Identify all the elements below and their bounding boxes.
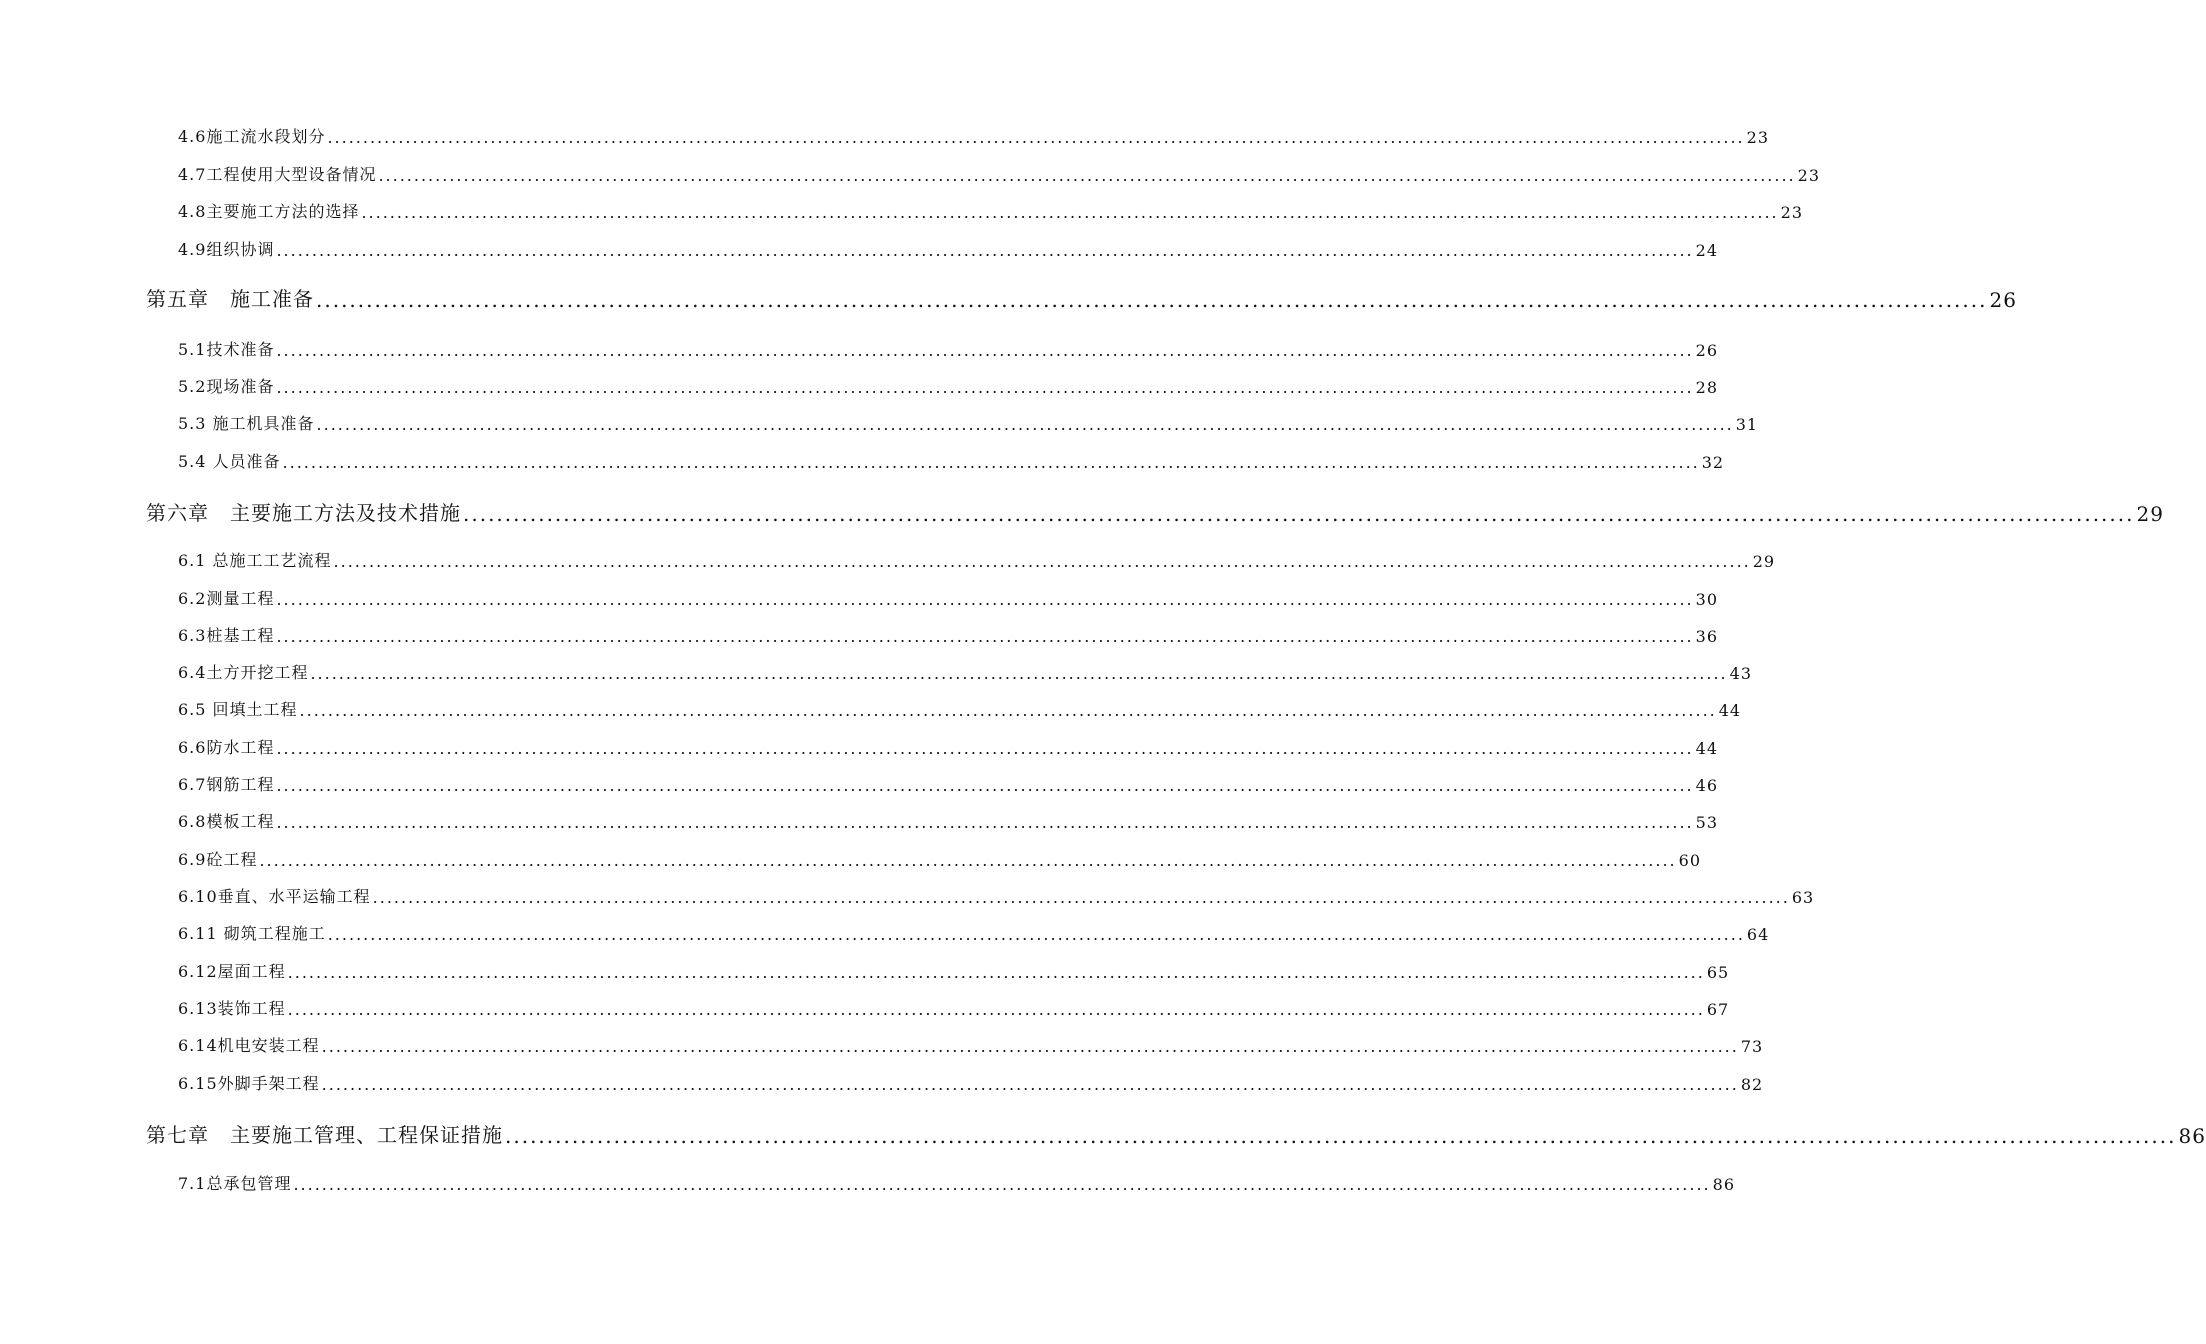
toc-dot-leader: ........................................................................................................................................................................................................ [299, 701, 1717, 720]
toc-page-number: 26 [1695, 341, 1718, 360]
toc-entry-row[interactable] [178, 920, 1770, 944]
toc-dot-leader: ........................................................................................................................................................................................................ [327, 128, 1745, 147]
toc-dot-leader: ........................................................................................................................................................................................................ [505, 1124, 2177, 1148]
toc-dot-leader: ........................................................................................................................................................................................................ [276, 739, 1694, 758]
toc-dot-leader: ........................................................................................................................................................................................................ [316, 288, 1988, 312]
toc-entry-title: 5.4 人员准备 [178, 452, 281, 471]
toc-entry-row[interactable] [178, 1170, 1735, 1194]
toc-dot-leader: ........................................................................................................................................................................................................ [316, 415, 1734, 434]
toc-entry-title: 第六章 主要施工方法及技术措施 [146, 501, 461, 525]
toc-entry-title: 6.12屋面工程 [178, 962, 286, 981]
toc-entry-title: 6.9砼工程 [178, 850, 258, 869]
toc-dot-leader: ........................................................................................................................................................................................................ [293, 1175, 1711, 1194]
toc-entry-row[interactable] [178, 336, 1718, 360]
toc-entry-row[interactable] [178, 410, 1759, 434]
toc-entry-title: 6.6防水工程 [178, 738, 275, 757]
toc-entry-row[interactable] [178, 123, 1769, 147]
toc-entry-title: 第七章 主要施工管理、工程保证措施 [146, 1123, 503, 1147]
toc-page-number: 31 [1735, 415, 1759, 434]
toc-dot-leader: ........................................................................................................................................................................................................ [276, 341, 1694, 360]
toc-entry-title: 6.4土方开挖工程 [178, 663, 309, 682]
toc-page-number: 44 [1718, 701, 1742, 720]
toc-dot-leader: ........................................................................................................................................................................................................ [287, 1000, 1705, 1019]
toc-entry-title: 4.6施工流水段划分 [178, 127, 326, 146]
toc-dot-leader: ........................................................................................................................................................................................................ [276, 813, 1694, 832]
toc-dot-leader: ........................................................................................................................................................................................................ [372, 888, 1790, 907]
toc-dot-leader: ........................................................................................................................................................................................................ [327, 925, 1745, 944]
toc-entry-title: 5.1技术准备 [178, 340, 275, 359]
toc-page-number: 26 [1989, 288, 2017, 312]
toc-dot-leader: ........................................................................................................................................................................................................ [287, 963, 1705, 982]
toc-dot-leader: ........................................................................................................................................................................................................ [463, 502, 2135, 526]
toc-page-number: 23 [1797, 166, 1820, 185]
toc-entry-row[interactable] [178, 373, 1718, 397]
toc-entry-title: 6.5 回填土工程 [178, 700, 298, 719]
toc-dot-leader: ........................................................................................................................................................................................................ [333, 552, 1751, 571]
toc-entry-row[interactable] [178, 846, 1701, 870]
toc-entry-row[interactable] [178, 734, 1718, 758]
toc-entry-title: 4.8主要施工方法的选择 [178, 202, 360, 221]
toc-entry-title: 6.14机电安装工程 [178, 1036, 320, 1055]
toc-entry-title: 6.10垂直、水平运输工程 [178, 887, 371, 906]
toc-page-number: 29 [1752, 552, 1776, 571]
toc-page-number: 46 [1695, 776, 1718, 795]
toc-entry-row[interactable] [178, 995, 1730, 1019]
toc-page-number: 23 [1780, 203, 1803, 222]
toc-entry-title: 4.7工程使用大型设备情况 [178, 165, 377, 184]
toc-page-number: 43 [1729, 664, 1752, 683]
toc-entry-title: 6.15外脚手架工程 [178, 1074, 320, 1093]
toc-page-number: 44 [1695, 739, 1718, 758]
toc-entry-row[interactable] [178, 448, 1725, 472]
toc-entry-row[interactable] [178, 1032, 1764, 1056]
toc-entry-row[interactable] [178, 198, 1803, 222]
toc-dot-leader: ........................................................................................................................................................................................................ [276, 776, 1694, 795]
toc-entry-title: 6.11 砌筑工程施工 [178, 924, 326, 943]
toc-entry-row[interactable] [178, 958, 1730, 982]
toc-entry-row[interactable] [178, 547, 1776, 571]
toc-entry-row[interactable] [178, 883, 1815, 907]
toc-chapter-row[interactable] [146, 1118, 2206, 1148]
toc-page-number: 64 [1746, 925, 1770, 944]
toc-page-number: 23 [1746, 128, 1769, 147]
toc-entry-title: 6.13装饰工程 [178, 999, 286, 1018]
toc-entry-title: 6.8模板工程 [178, 812, 275, 831]
toc-chapter-row[interactable] [146, 496, 2164, 526]
toc-chapter-row[interactable] [146, 282, 2017, 312]
toc-page-number: 73 [1740, 1037, 1764, 1056]
toc-page-number: 24 [1695, 241, 1718, 260]
toc-entry-row[interactable] [178, 808, 1718, 832]
toc-dot-leader: ........................................................................................................................................................................................................ [282, 453, 1700, 472]
toc-dot-leader: ........................................................................................................................................................................................................ [321, 1037, 1739, 1056]
toc-dot-leader: ........................................................................................................................................................................................................ [276, 590, 1694, 609]
toc-dot-leader: ........................................................................................................................................................................................................ [259, 851, 1677, 870]
toc-page-number: 36 [1695, 627, 1718, 646]
toc-entry-title: 5.3 施工机具准备 [178, 414, 315, 433]
toc-entry-title: 6.1 总施工工艺流程 [178, 551, 332, 570]
toc-dot-leader: ........................................................................................................................................................................................................ [321, 1075, 1739, 1094]
toc-page-number: 60 [1678, 851, 1701, 870]
toc-entry-row[interactable] [178, 236, 1718, 260]
toc-page-number: 67 [1706, 1000, 1730, 1019]
toc-entry-title: 第五章 施工准备 [146, 287, 314, 311]
toc-entry-title: 4.9组织协调 [178, 240, 275, 259]
toc-page-number: 86 [1712, 1175, 1735, 1194]
toc-page-number: 30 [1695, 590, 1718, 609]
toc-page-number: 28 [1695, 378, 1718, 397]
toc-dot-leader: ........................................................................................................................................................................................................ [361, 203, 1779, 222]
toc-dot-leader: ........................................................................................................................................................................................................ [276, 627, 1694, 646]
toc-entry-row[interactable] [178, 696, 1742, 720]
toc-page-number: 82 [1740, 1075, 1764, 1094]
toc-page-number: 86 [2178, 1124, 2206, 1148]
toc-page-number: 65 [1706, 963, 1730, 982]
toc-dot-leader: ........................................................................................................................................................................................................ [378, 166, 1796, 185]
toc-dot-leader: ........................................................................................................................................................................................................ [276, 378, 1694, 397]
toc-entry-row[interactable] [178, 622, 1718, 646]
toc-entry-row[interactable] [178, 161, 1820, 185]
toc-entry-row[interactable] [178, 771, 1718, 795]
toc-page-number: 29 [2136, 502, 2164, 526]
toc-dot-leader: ........................................................................................................................................................................................................ [276, 241, 1694, 260]
toc-entry-row[interactable] [178, 659, 1752, 683]
toc-entry-row[interactable] [178, 1070, 1764, 1094]
toc-entry-title: 7.1总承包管理 [178, 1174, 292, 1193]
toc-page-number: 53 [1695, 813, 1718, 832]
toc-entry-title: 6.3桩基工程 [178, 626, 275, 645]
toc-dot-leader: ........................................................................................................................................................................................................ [310, 664, 1728, 683]
toc-entry-row[interactable] [178, 585, 1718, 609]
toc-entry-title: 5.2现场准备 [178, 377, 275, 396]
toc-page-number: 63 [1791, 888, 1815, 907]
toc-entry-title: 6.7钢筋工程 [178, 775, 275, 794]
toc-entry-title: 6.2测量工程 [178, 589, 275, 608]
toc-page-number: 32 [1701, 453, 1725, 472]
